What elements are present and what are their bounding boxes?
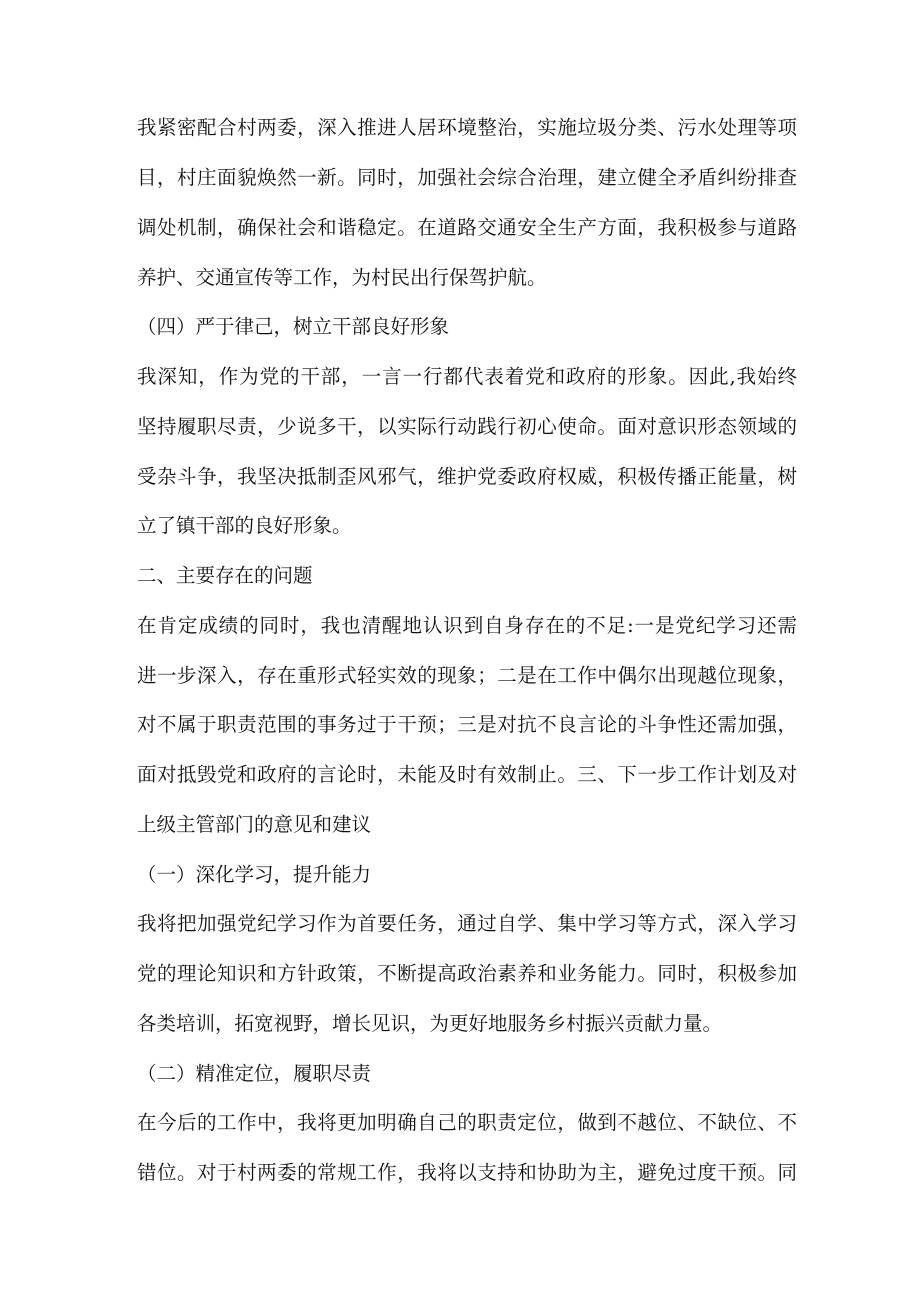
paragraph-line: 坚持履职尽责，少说多干，以实际行动践行初心使命。面对意识形态领域的 <box>137 415 797 438</box>
paragraph-line: 我深知，作为党的干部，一言一行都代表着党和政府的形象。因此,我始终 <box>137 365 797 388</box>
paragraph-line: 错位。对于村两委的常规工作，我将以支持和协助为主，避免过度干预。同 <box>137 1161 797 1184</box>
paragraph-line: 对不属于职责范围的事务过于干预；三是对抗不良言论的斗争性还需加强， <box>137 713 797 736</box>
paragraph-line: 面对抵毁党和政府的言论时，未能及时有效制止。三、下一步工作计划及对 <box>137 763 797 786</box>
paragraph-line: 上级主管部门的意见和建议 <box>137 813 372 836</box>
section-heading: （四）严于律己，树立干部良好形象 <box>137 315 450 338</box>
paragraph-line: 目，村庄面貌焕然一新。同时，加强社会综合治理，建立健全矛盾纠纷排查 <box>137 166 797 189</box>
section-heading: （二）精准定位，履职尽责 <box>137 1062 372 1085</box>
paragraph-line: 养护、交通宣传等工作，为村民出行保驾护航。 <box>137 266 547 289</box>
paragraph-line: 调处机制，确保社会和谐稳定。在道路交通安全生产方面，我积极参与道路 <box>137 216 797 239</box>
paragraph-line: 受杂斗争，我坚决抵制歪风邪气，维护党委政府权威，积极传播正能量，树 <box>137 465 797 488</box>
paragraph-line: 进一步深入，存在重形式轻实效的现象；二是在工作中偶尔出现越位现象， <box>137 664 797 687</box>
section-heading: （一）深化学习，提升能力 <box>137 863 372 886</box>
paragraph-line: 我将把加强党纪学习作为首要任务，通过自学、集中学习等方式，深入学习 <box>137 912 797 935</box>
paragraph-line: 在肯定成绩的同时，我也清醒地认识到自身存在的不足:一是党纪学习还需 <box>137 614 797 637</box>
section-heading: 二、主要存在的问题 <box>137 564 313 587</box>
paragraph-line: 立了镇干部的良好形象。 <box>137 514 352 537</box>
paragraph-line: 我紧密配合村两委，深入推进人居环境整治，实施垃圾分类、污水处理等项 <box>137 116 797 139</box>
paragraph-line: 在今后的工作中，我将更加明确自己的职责定位，做到不越位、不缺位、不 <box>137 1111 797 1134</box>
paragraph-line: 党的理论知识和方针政策，不断提高政治素养和业务能力。同时，积极参加 <box>137 962 797 985</box>
paragraph-line: 各类培训，拓宽视野，增长见识，为更好地服务乡村振兴贡献力量。 <box>137 1012 723 1035</box>
